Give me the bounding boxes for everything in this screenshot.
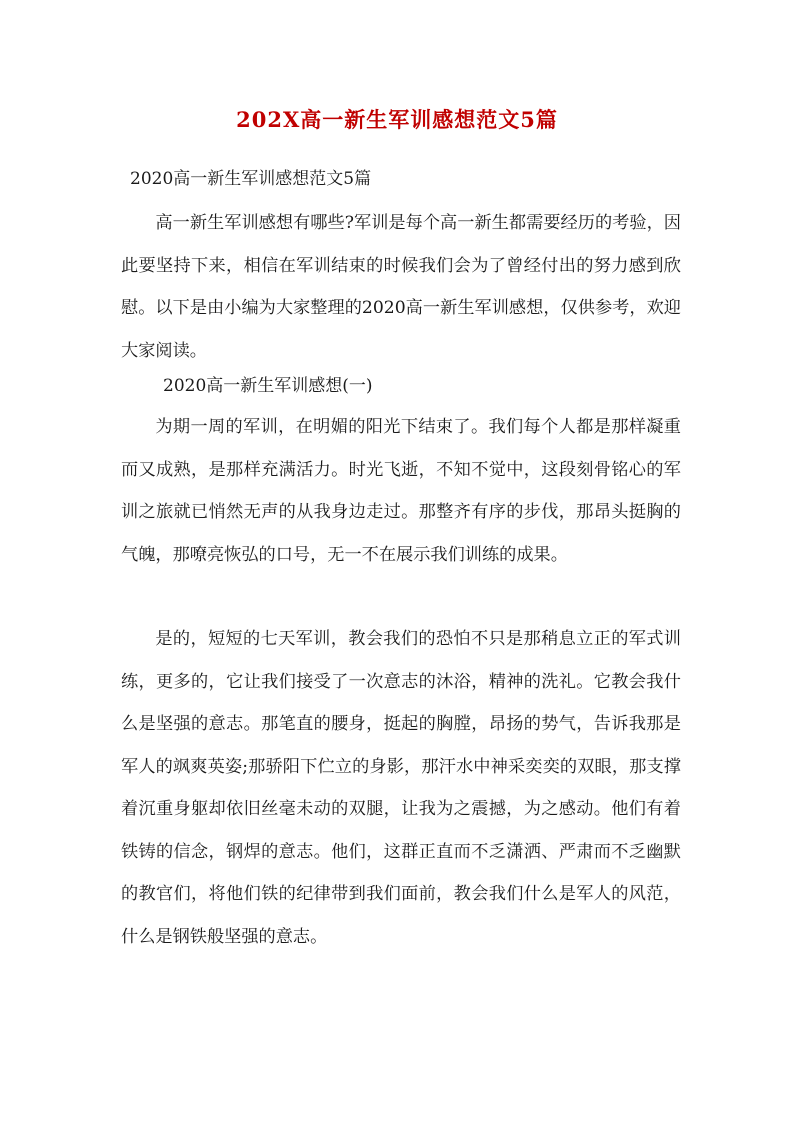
body-paragraph-1: 为期一周的军训，在明媚的阳光下结束了。我们每个人都是那样凝重而又成熟，是那样充满活力。时光飞逝，不知不觉中，这段刻骨铭心的军训之旅就已悄然无声的从我身边走过。那整齐有序的步伐，那昂头挺胸的气魄，那嘹亮恢弘的口号，无一不在展示我们训练的成果。 — [121, 417, 681, 565]
intro-paragraph: 高一新生军训感想有哪些?军训是每个高一新生都需要经历的考验，因此要坚持下来，相信在军训结束的时候我们会为了曾经付出的努力感到欣慰。以下是由小编为大家整理的2020高一新生军训感想，仅供参考，欢迎大家阅读。 — [121, 213, 681, 361]
document-subtitle: 2020高一新生军训感想范文5篇 — [130, 169, 372, 189]
body-paragraph-2: 是的，短短的七天军训，教会我们的恐怕不只是那稍息立正的军式训练，更多的，它让我们接受了一次意志的沐浴，精神的洗礼。它教会我什么是坚强的意志。那笔直的腰身，挺起的胸膛，昂扬的势气，告诉我那是军人的飒爽英姿;那骄阳下伫立的身影，那汗水中神采奕奕的双眼，那支撑着沉重身躯却依旧丝毫未动的双腿，让我为之震撼，为之感动。他们有着铁铸的信念，钢焊的意志。他们，这群正直而不乏潇洒、严肃而不乏幽默的教官们，将他们铁的纪律带到我们面前，教会我们什么是军人的风范，什么是钢铁般坚强的意志。 — [121, 629, 681, 947]
document-title: 202X高一新生军训感想范文5篇 — [236, 107, 558, 132]
section-heading: 2020高一新生军训感想(一) — [163, 376, 373, 396]
